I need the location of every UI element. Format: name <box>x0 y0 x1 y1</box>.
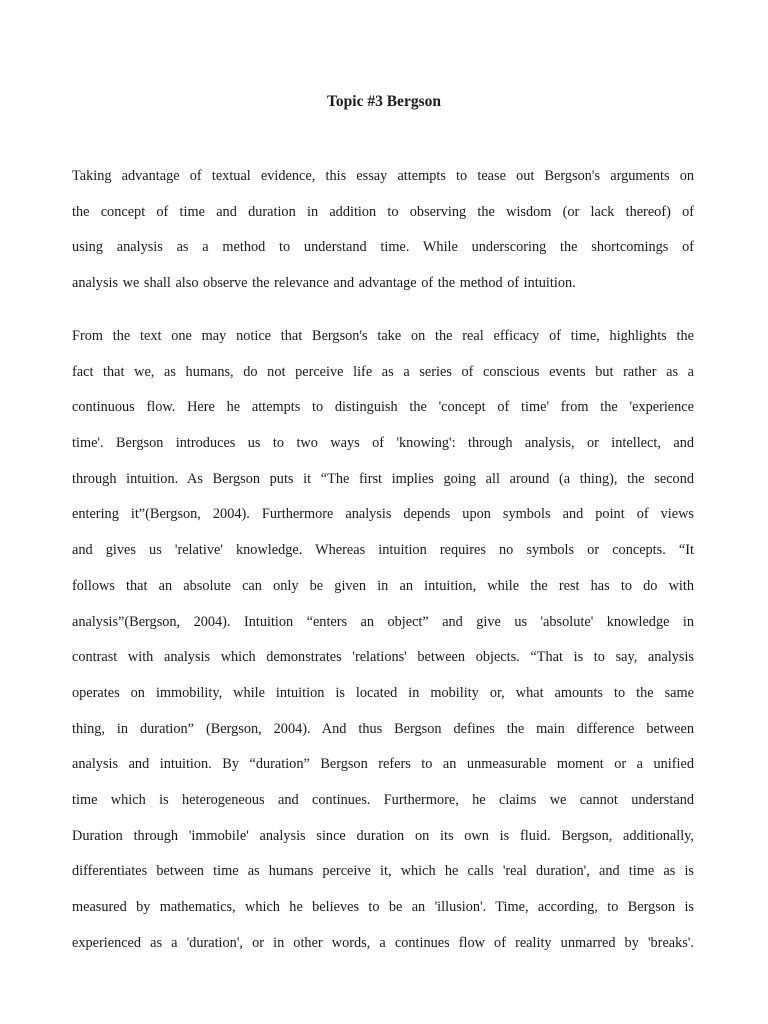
text-line: thing, in duration” (Bergson, 2004). And thus Bergson defines the main difference between <box>72 720 694 737</box>
text-line: differentiates between time as humans perceive it, which he calls 'real duration', and time as is <box>72 863 694 880</box>
text-line: follows that an absolute can only be given in an intuition, while the rest has to do with <box>72 577 694 594</box>
text-line: Taking advantage of textual evidence, this essay attempts to tease out Bergson's arguments on <box>72 168 694 184</box>
paragraph-body <box>72 326 694 968</box>
text-line: analysis we shall also observe the relevance and advantage of the method of intuition. <box>72 275 576 292</box>
text-line: the concept of time and duration in addition to observing the wisdom (or lack thereof) of <box>72 203 694 220</box>
text-line: fact that we, as humans, do not perceive life as a series of conscious events but rather as a <box>72 363 694 380</box>
text-line: continuous flow. Here he attempts to distinguish the 'concept of time' from the 'experience <box>72 399 694 416</box>
text-line: using analysis as a method to understand time. While underscoring the shortcomings of <box>72 239 694 256</box>
text-line: analysis and intuition. By “duration” Bergson refers to an unmeasurable moment or a unified <box>72 756 694 773</box>
text-line: From the text one may notice that Bergson's take on the real efficacy of time, highlights the <box>72 328 694 344</box>
paragraph-intro <box>72 166 694 309</box>
text-line: Duration through 'immobile' analysis since duration on its own is fluid. Bergson, additionally, <box>72 827 694 844</box>
text-line: operates on immobility, while intuition is located in mobility or, what amounts to the same <box>72 684 694 701</box>
text-line: through intuition. As Bergson puts it “The first implies going all around (a thing), the second <box>72 470 694 487</box>
text-line: contrast with analysis which demonstrates 'relations' between objects. “That is to say, analysis <box>72 649 694 666</box>
document-title: Topic #3 Bergson <box>327 93 441 110</box>
text-line: time'. Bergson introduces us to two ways of 'knowing': through analysis, or intellect, and <box>72 435 694 452</box>
text-line: experienced as a 'duration', or in other words, a continues flow of reality unmarred by 'breaks'. <box>72 934 694 951</box>
text-line: and gives us 'relative' knowledge. Whereas intuition requires no symbols or concepts. “It <box>72 542 694 559</box>
text-line: entering it”(Bergson, 2004). Furthermore analysis depends upon symbols and point of views <box>72 506 694 523</box>
text-line: measured by mathematics, which he believes to be an 'illusion'. Time, according, to Bergson is <box>72 899 694 915</box>
text-line: analysis”(Bergson, 2004). Intuition “enters an object” and give us 'absolute' knowledge in <box>72 613 694 630</box>
text-line: time which is heterogeneous and continues. Furthermore, he claims we cannot understand <box>72 791 694 808</box>
